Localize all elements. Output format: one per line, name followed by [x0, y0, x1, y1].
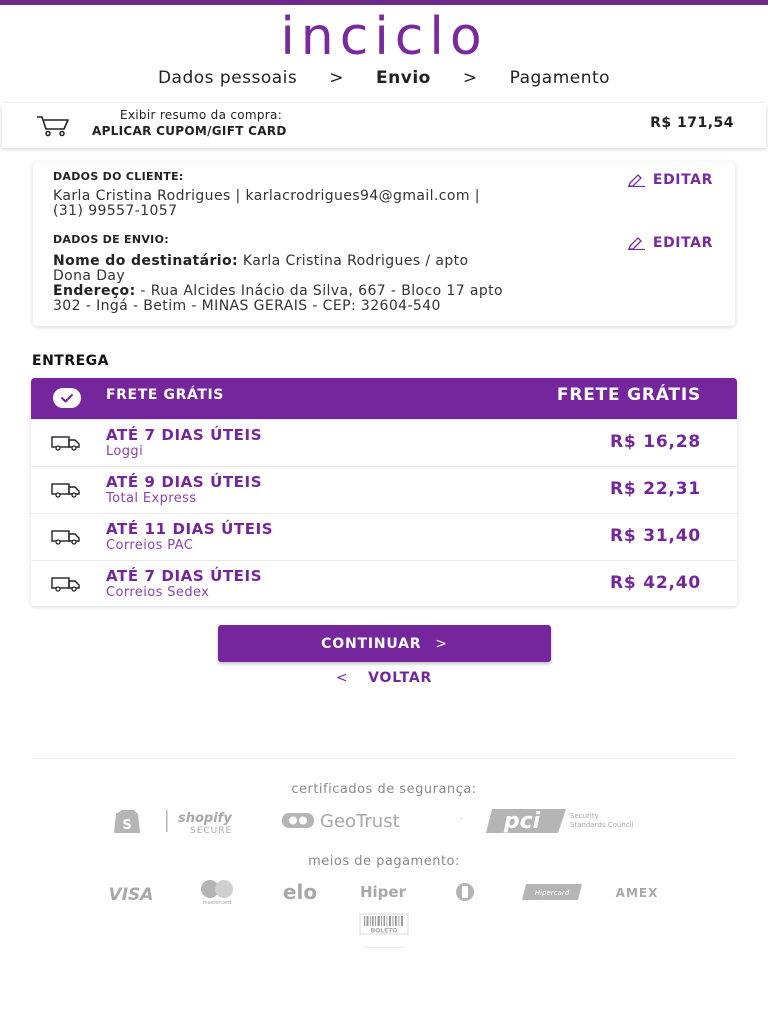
shipping-option-price: R$ 22,31 — [609, 479, 701, 499]
address-key: Endereço: — [53, 283, 136, 299]
back-link[interactable] — [0, 670, 768, 686]
shipping-option-name: ATÉ 7 DIAS ÚTEIS — [106, 567, 263, 585]
svg-text:SECURE: SECURE — [190, 826, 233, 836]
edit-label: EDITAR — [652, 172, 713, 188]
shipping-option-name: ATÉ 9 DIAS ÚTEIS — [106, 473, 263, 491]
recipient-line — [53, 254, 713, 269]
edit-label: EDITAR — [652, 235, 713, 251]
svg-text:GeoTrust: GeoTrust — [320, 811, 400, 832]
elo-logo — [268, 880, 334, 904]
step-separator: > — [329, 68, 345, 88]
order-summary-bar[interactable] — [2, 103, 766, 148]
shipping-option-price: FRETE GRÁTIS — [556, 385, 701, 405]
truck-icon — [51, 482, 81, 498]
client-info-line: (31) 99557-1057 — [53, 203, 178, 219]
recipient-value: Karla Cristina Rodrigues / apto — [242, 253, 469, 269]
hiper-logo — [348, 880, 418, 904]
security-certificates-title: certificados de segurança: — [291, 782, 477, 797]
chevron-right-icon: > — [435, 635, 448, 652]
continue-button[interactable] — [218, 625, 551, 662]
shipping-carrier: Total Express — [106, 491, 197, 506]
client-info-line: Karla Cristina Rodrigues | karlacrodrigues94@gmail.com | — [53, 188, 480, 204]
shipping-carrier: Correios Sedex — [106, 585, 210, 600]
continue-label: CONTINUAR — [321, 635, 422, 652]
logo-text: inciclo — [280, 12, 488, 62]
apply-coupon-link[interactable]: APLICAR CUPOM/GIFT CARD — [92, 124, 287, 138]
security-certificates — [0, 803, 768, 837]
pci-badge — [486, 805, 662, 835]
svg-text:elo: elo — [282, 880, 318, 904]
shipping-option-price: R$ 16,28 — [609, 432, 701, 452]
shopify-secure-badge — [112, 805, 262, 837]
address-value: - Rua Alcides Inácio da Silva, 667 - Bloco 17 apto — [140, 283, 503, 299]
diners-logo — [440, 880, 490, 904]
svg-text:Hiper: Hiper — [359, 883, 407, 901]
svg-text:pci: pci — [503, 809, 541, 834]
shipping-option-row[interactable] — [31, 560, 737, 606]
svg-text:Standards Council: Standards Council — [570, 821, 634, 829]
svg-text:mastercard: mastercard — [202, 900, 232, 906]
step-pagamento[interactable]: Pagamento — [509, 68, 611, 88]
footer-divider — [364, 947, 404, 948]
shipping-option-price: R$ 42,40 — [609, 573, 701, 593]
shipping-options — [31, 378, 737, 606]
checkout-steps — [0, 68, 768, 88]
geotrust-badge — [280, 807, 470, 833]
address-line: 302 - Ingá - Betim - MINAS GERAIS - CEP: 32604-540 — [53, 298, 441, 314]
shipping-option-row[interactable] — [31, 513, 737, 560]
svg-text:Hipercard: Hipercard — [534, 889, 570, 897]
step-dados-pessoais[interactable]: Dados pessoais — [157, 68, 298, 88]
shipping-carrier: Correios PAC — [106, 538, 194, 553]
step-envio[interactable]: Envio — [376, 68, 431, 88]
pencil-icon — [627, 236, 647, 250]
svg-text:BOLETO: BOLETO — [370, 927, 398, 935]
back-label: VOLTAR — [368, 670, 433, 686]
footer-divider — [32, 758, 736, 759]
address-line — [53, 284, 713, 299]
client-data-label: DADOS DO CLIENTE: — [53, 170, 184, 183]
shipping-option-name: ATÉ 11 DIAS ÚTEIS — [106, 520, 274, 538]
top-accent-bar — [0, 0, 768, 5]
svg-text:.: . — [460, 812, 463, 821]
shipping-info — [53, 254, 713, 314]
shipping-option-selected[interactable] — [31, 378, 737, 419]
svg-text:S: S — [122, 818, 132, 833]
svg-text:Security: Security — [570, 812, 599, 820]
recipient-line: Dona Day — [53, 268, 126, 284]
pencil-icon — [627, 173, 647, 187]
shipping-option-row[interactable] — [31, 419, 737, 466]
payment-methods-title: meios de pagamento: — [308, 854, 460, 869]
order-total: R$ 171,54 — [650, 115, 734, 131]
mastercard-logo — [190, 878, 244, 906]
shipping-option-name: FRETE GRÁTIS — [106, 387, 224, 403]
svg-text:VISA: VISA — [108, 885, 154, 904]
truck-icon — [51, 576, 81, 592]
shipping-option-name: ATÉ 7 DIAS ÚTEIS — [106, 426, 263, 444]
summary-toggle-label[interactable]: Exibir resumo da compra: — [120, 108, 283, 122]
boleto-logo — [359, 913, 409, 935]
amex-logo — [604, 882, 670, 902]
chevron-left-icon: < — [335, 670, 349, 686]
check-icon — [53, 388, 81, 408]
visa-logo — [98, 882, 164, 904]
edit-client-button[interactable] — [627, 172, 713, 188]
step-separator: > — [462, 68, 478, 88]
shipping-option-row[interactable] — [31, 466, 737, 513]
client-info — [53, 189, 713, 219]
inciclo-logo[interactable] — [0, 12, 768, 62]
shipping-option-price: R$ 31,40 — [609, 526, 701, 546]
payment-methods — [0, 878, 768, 906]
truck-icon — [51, 529, 81, 545]
cart-icon — [36, 115, 70, 137]
edit-shipping-button[interactable] — [627, 235, 713, 251]
delivery-section-title: ENTREGA — [32, 353, 109, 369]
customer-data-card — [33, 162, 735, 326]
shipping-carrier: Loggi — [106, 444, 144, 459]
hipercard-logo — [522, 882, 584, 902]
recipient-key: Nome do destinatário: — [53, 253, 239, 269]
svg-text:AMEX: AMEX — [615, 886, 659, 900]
truck-icon — [51, 435, 81, 451]
svg-text:shopify: shopify — [178, 811, 232, 826]
logo-wordmark — [174, 12, 594, 62]
shipping-data-label: DADOS DE ENVIO: — [53, 233, 169, 246]
